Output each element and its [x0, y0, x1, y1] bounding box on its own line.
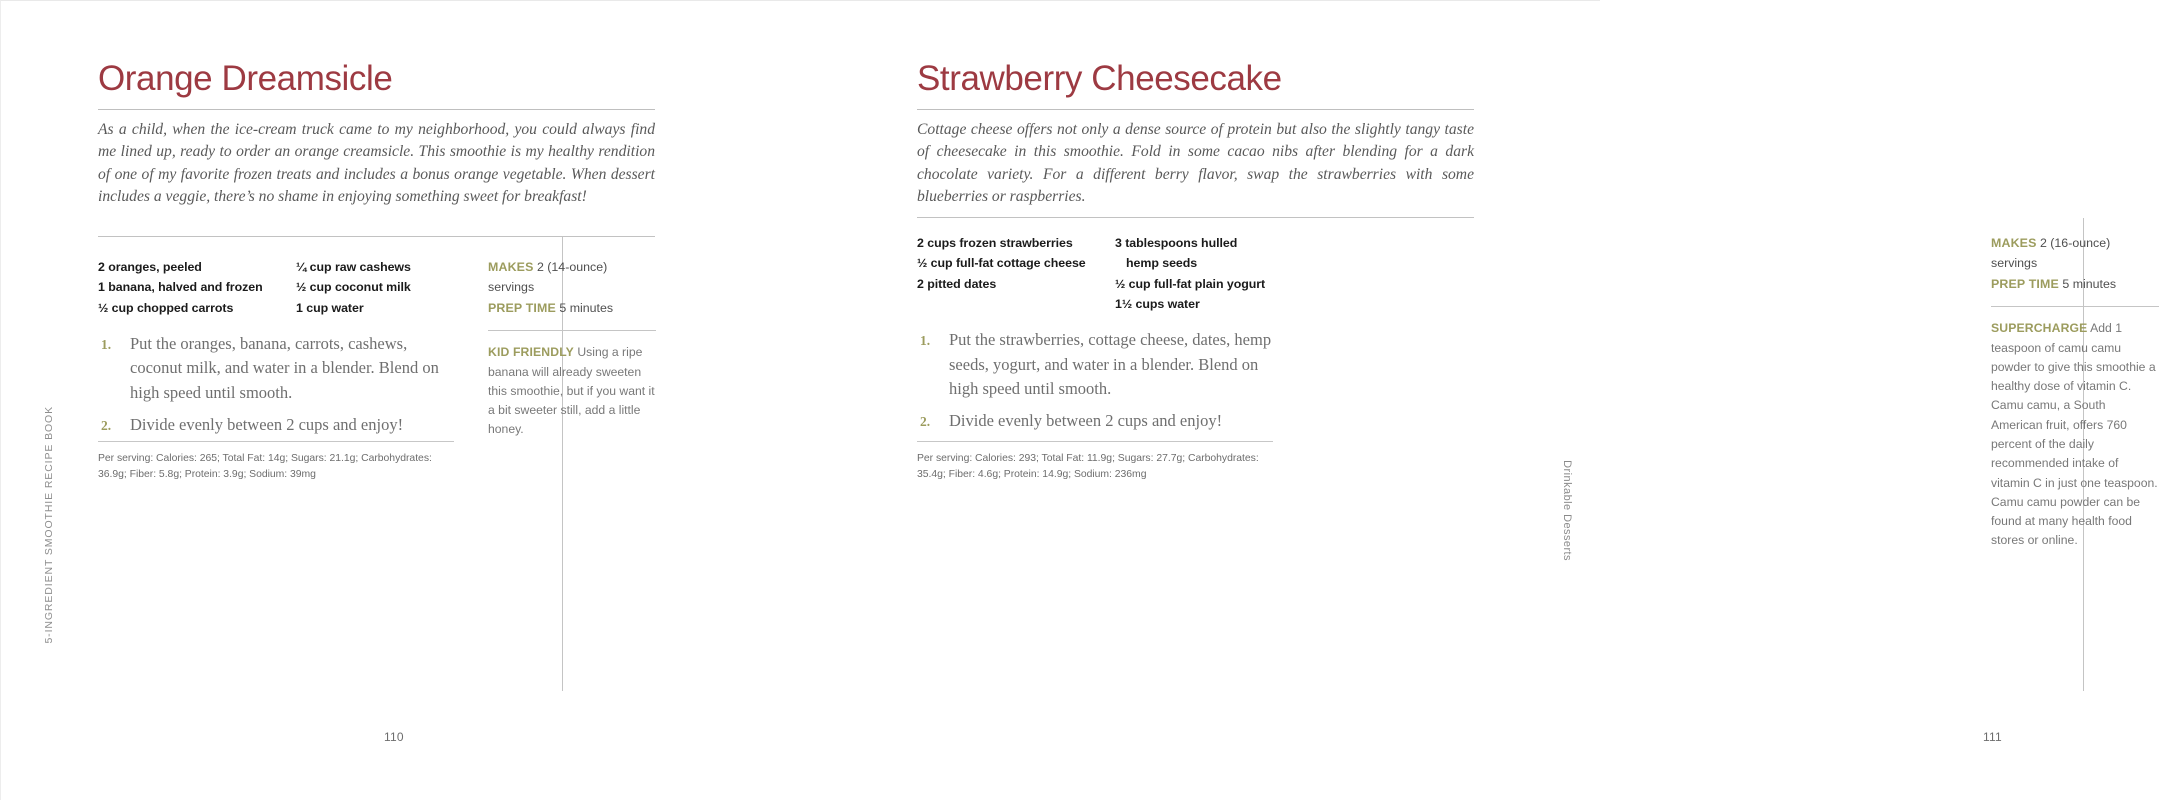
tip-label: KID FRIENDLY: [488, 345, 574, 360]
prep-time-value: 5 minutes: [559, 300, 614, 315]
step-number: 1.: [920, 333, 931, 349]
makes-label: MAKES: [488, 260, 534, 274]
instruction-step: [98, 413, 453, 437]
prep-time-value: 5 minutes: [2062, 276, 2117, 291]
step-number: 1.: [101, 336, 112, 352]
ingredient-item: 2 cups frozen strawberries: [917, 236, 1073, 250]
ingredient-item: 3 tablespoons hulled: [1115, 236, 1238, 250]
sidebar-inner-divider: [488, 330, 656, 331]
makes-label: MAKES: [1991, 236, 2037, 250]
ingredient-item: ½ cup coconut milk: [296, 280, 411, 295]
ingredient-item: 2 oranges, peeled: [98, 260, 202, 274]
recipe-meta: [488, 257, 656, 318]
prep-time-label: PREP TIME: [488, 300, 556, 315]
page-right: [801, 1, 2158, 801]
title-divider: [98, 109, 655, 110]
tip-label: SUPERCHARGE: [1991, 321, 2088, 336]
step-text: Put the strawberries, cottage cheese, dates, hemp seeds, yogurt, and water in a blender. Blend on high speed until smooth.: [949, 330, 1272, 398]
nutrition-divider: [98, 441, 454, 442]
ingredient-item: 2 pitted dates: [917, 276, 997, 291]
step-text: Divide evenly between 2 cups and enjoy!: [130, 415, 404, 435]
makes-value: 2 (16-ounce) servings: [1991, 236, 2111, 271]
prep-time-label: PREP TIME: [1991, 276, 2059, 291]
instruction-list: [917, 328, 1272, 434]
recipe-meta: [1991, 233, 2159, 294]
nutrition-text: Per serving: Calories: 265; Total Fat: 14g; Sugars: 21.1g; Carbohydrates: 36.9g; Fiber: 5.8g; Protein: 3.9g; Sodium: 39mg: [98, 453, 432, 480]
recipe-main-column: [917, 233, 1272, 442]
page-title: Orange Dreamsicle: [98, 59, 393, 98]
ingredient-item: ½ cup chopped carrots: [98, 300, 234, 315]
ingredient-item: ½ cup full-fat cottage cheese: [917, 256, 1086, 271]
recipe-intro: Cottage cheese offers not only a dense source of protein but also the slightly tangy taste of cheesecake in this smoothie. Fold in some cacao nibs after blending for a dark chocolate variety. For a different berry flavor, swap the strawberries with some blueberries or raspberries.: [917, 121, 1474, 205]
ingredient-item: 1 banana, halved and frozen: [98, 280, 263, 295]
ingredient-item: ¼ cup raw cashews: [296, 260, 411, 274]
running-head-chapter-title: Drinkable Desserts: [1561, 460, 1573, 561]
page-number: 110: [384, 730, 404, 744]
ingredient-column-1: [917, 233, 1115, 314]
step-text: Put the oranges, banana, carrots, cashews, coconut milk, and water in a blender. Blend on high speed until smooth.: [130, 333, 439, 402]
tip-text: Add 1 teaspoon of camu camu powder to give this smoothie a healthy dose of vitamin C. Camu camu, a South American fruit, offers 760 percent of the daily recommended intake of vitamin C in just one teaspoon. Camu camu powder can be found at many health food stores or online.: [1991, 321, 2158, 548]
tip-text: Using a ripe banana will already sweeten this smoothie, but if you want it a bit sweeter still, add a little honey.: [488, 345, 655, 437]
ingredient-item-continuation: hemp seeds: [1126, 256, 1198, 271]
page-left: [1, 1, 801, 801]
ingredient-column-2: [296, 257, 453, 318]
running-head-book-title: 5-INGREDIENT SMOOTHIE RECIPE BOOK: [43, 406, 55, 644]
ingredient-list: [917, 233, 1272, 314]
step-number: 2.: [101, 418, 112, 434]
recipe-sidebar: [1991, 233, 2159, 551]
nutrition-text: Per serving: Calories: 293; Total Fat: 11.9g; Sugars: 27.7g; Carbohydrates: 35.4g; Fiber: 4.6g; Protein: 14.9g; Sodium: 236mg: [917, 453, 1259, 480]
recipe-sidebar: [488, 257, 656, 440]
ingredient-item: 1½ cups water: [1115, 296, 1200, 311]
page-title: Strawberry Cheesecake: [917, 59, 1282, 98]
step-number: 2.: [920, 414, 931, 430]
body-top-divider: [917, 217, 1474, 218]
ingredient-column-1: [98, 257, 296, 318]
nutrition-divider: [917, 441, 1273, 442]
instruction-list: [98, 332, 453, 438]
recipe-main-column: [98, 257, 453, 446]
title-divider: [917, 109, 1474, 110]
ingredient-item: ½ cup full-fat plain yogurt: [1115, 276, 1266, 291]
instruction-step: [917, 409, 1272, 433]
instruction-step: [98, 332, 453, 405]
ingredient-list: [98, 257, 453, 318]
nutrition-block: [98, 441, 454, 482]
recipe-tip: [488, 343, 656, 439]
body-top-divider: [98, 236, 655, 237]
ingredient-column-2: [1115, 233, 1272, 314]
ingredient-item: 1 cup water: [296, 300, 364, 315]
recipe-intro: As a child, when the ice-cream truck came to my neighborhood, you could always find me lined up, ready to order an orange creamsicle. This smoothie is my healthy rendition of one of my favorite frozen treats and includes a bonus orange vegetable. When dessert includes a veggie, there’s no shame in enjoying something sweet for breakfast!: [98, 121, 655, 205]
instruction-step: [917, 328, 1272, 401]
nutrition-block: [917, 441, 1273, 482]
sidebar-inner-divider: [1991, 306, 2159, 307]
page-number: 111: [1983, 730, 2002, 744]
step-text: Divide evenly between 2 cups and enjoy!: [949, 411, 1223, 431]
recipe-tip: [1991, 319, 2159, 551]
makes-value: 2 (14-ounce) servings: [488, 260, 608, 295]
